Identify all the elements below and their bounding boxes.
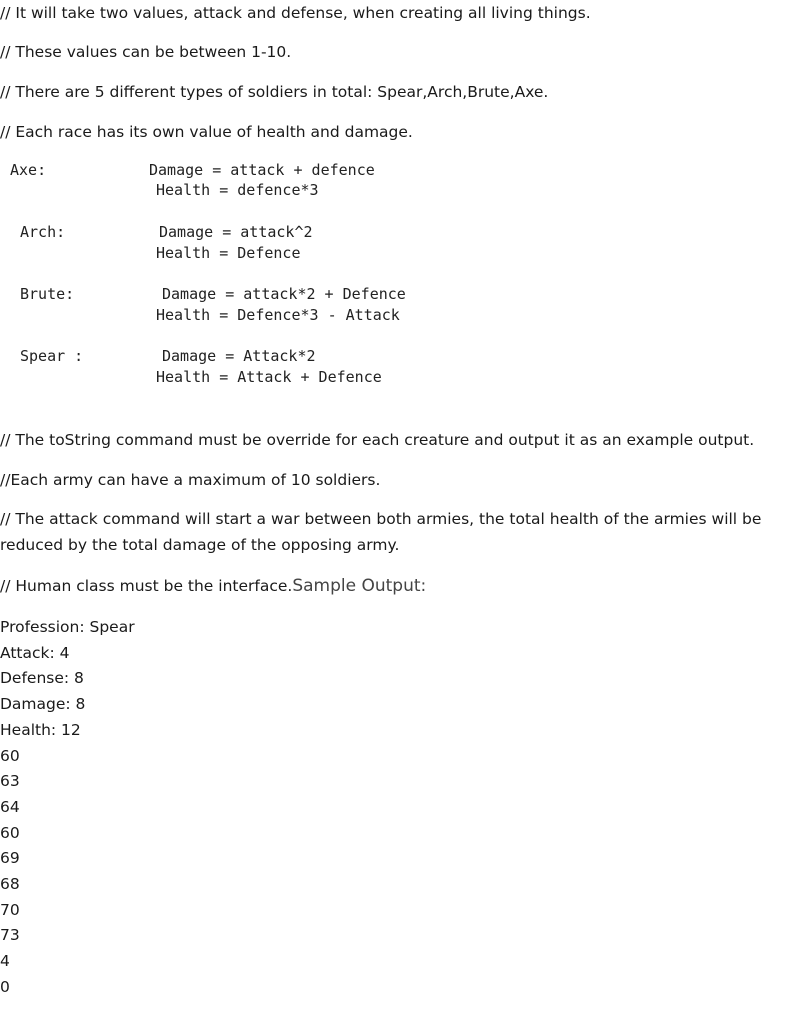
- race-name-brute: Brute:: [20, 285, 75, 303]
- race-name-axe: Axe:: [10, 161, 47, 179]
- comment-line-8: [0, 576, 426, 596]
- race-health-spear: Health = Attack + Defence: [156, 368, 382, 386]
- comment-line-3: // There are 5 different types of soldiers in total: Spear,Arch,Brute,Axe.: [0, 83, 549, 101]
- output-number: 0: [0, 978, 10, 996]
- sample-output-heading: Sample Output:: [292, 576, 427, 596]
- race-damage-brute: Damage = attack*2 + Defence: [162, 285, 406, 303]
- comment-line-6: //Each army can have a maximum of 10 soldiers.: [0, 471, 381, 489]
- race-damage-axe: Damage = attack + defence: [149, 161, 375, 179]
- output-number: 68: [0, 875, 20, 893]
- output-health: Health: 12: [0, 721, 81, 739]
- comment-line-4: // Each race has its own value of health and damage.: [0, 123, 413, 141]
- output-number: 4: [0, 952, 10, 970]
- race-name-arch: Arch:: [20, 223, 66, 241]
- comment-line-2: // These values can be between 1-10.: [0, 43, 292, 61]
- race-health-brute: Health = Defence*3 - Attack: [156, 306, 400, 324]
- comment-line-7: // The attack command will start a war between both armies, the total health of the armies will be reduced by the total damage of the opposing army.: [0, 510, 762, 554]
- comment-line-5: // The toString command must be override for each creature and output it as an example output.: [0, 431, 755, 449]
- output-number: 73: [0, 926, 20, 944]
- output-profession: Profession: Spear: [0, 618, 135, 636]
- output-number: 60: [0, 747, 20, 765]
- race-damage-spear: Damage = Attack*2: [162, 347, 316, 365]
- interface-comment: // Human class must be the interface.: [0, 577, 293, 595]
- output-number: 60: [0, 824, 20, 842]
- race-name-spear: Spear :: [20, 347, 84, 365]
- race-health-axe: Health = defence*3: [156, 181, 319, 199]
- output-number: 63: [0, 772, 20, 790]
- race-damage-arch: Damage = attack^2: [159, 223, 313, 241]
- race-health-arch: Health = Defence: [156, 244, 301, 262]
- output-attack: Attack: 4: [0, 644, 70, 662]
- output-defense: Defense: 8: [0, 669, 84, 687]
- output-number: 70: [0, 901, 20, 919]
- output-number: 69: [0, 849, 20, 867]
- output-number: 64: [0, 798, 20, 816]
- output-damage: Damage: 8: [0, 695, 86, 713]
- comment-line-1: // It will take two values, attack and defense, when creating all living things.: [0, 4, 591, 22]
